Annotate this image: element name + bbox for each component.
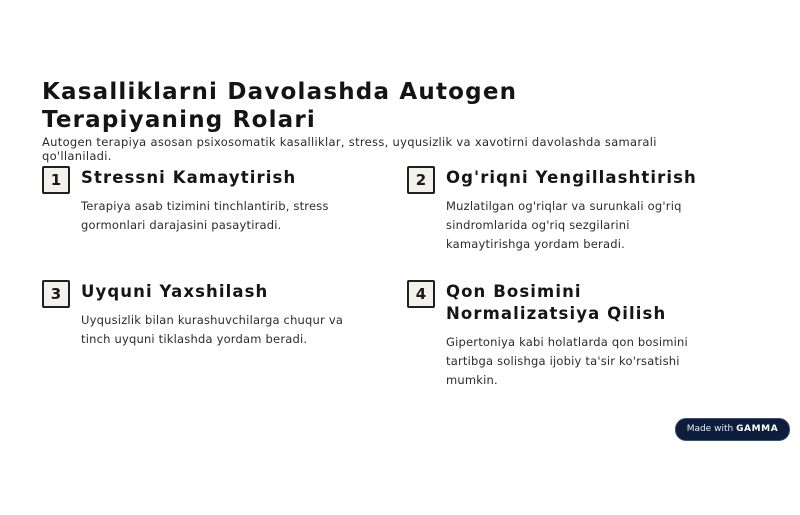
page-title: Kasalliklarni Davolashda Autogen Terapiyaning Rolari <box>42 79 518 133</box>
card-stress <box>42 166 372 256</box>
card-text: Muzlatilgan og'riqlar va surunkali og'riq sindromlarida og'riq sezgilarini kamaytirishga yordam beradi. <box>446 199 682 251</box>
card-text: Uyqusizlik bilan kurashuvchilarga chuqur va tinch uyquni tiklashda yordam beradi. <box>81 313 344 346</box>
card-blood-pressure <box>407 280 737 400</box>
made-with-gamma-badge[interactable] <box>675 418 790 441</box>
card-number: 1 <box>42 166 70 194</box>
card-text: Terapiya asab tizimini tinchlantirib, stress gormonlari darajasini pasaytiradi. <box>81 199 329 232</box>
card-pain <box>407 166 737 266</box>
card-title: Qon Bosimini Normalizatsiya Qilish <box>446 282 667 323</box>
gamma-logo-text: GAMMA <box>736 424 779 434</box>
page-subtitle: Autogen terapiya asosan psixosomatik kasalliklar, stress, uyqusizlik va xavotirni davolashda samarali qo'llaniladi. <box>42 135 657 163</box>
card-number: 3 <box>42 280 70 308</box>
card-title: Og'riqni Yengillashtirish <box>446 168 697 187</box>
card-title: Stressni Kamaytirish <box>81 168 297 187</box>
card-sleep <box>42 280 372 370</box>
card-number: 4 <box>407 280 435 308</box>
badge-prefix: Made with <box>686 424 734 434</box>
card-number: 2 <box>407 166 435 194</box>
card-title: Uyquni Yaxshilash <box>81 282 269 301</box>
card-text: Gipertoniya kabi holatlarda qon bosimini tartibga solishga ijobiy ta'sir ko'rsatishi mumkin. <box>446 335 688 387</box>
